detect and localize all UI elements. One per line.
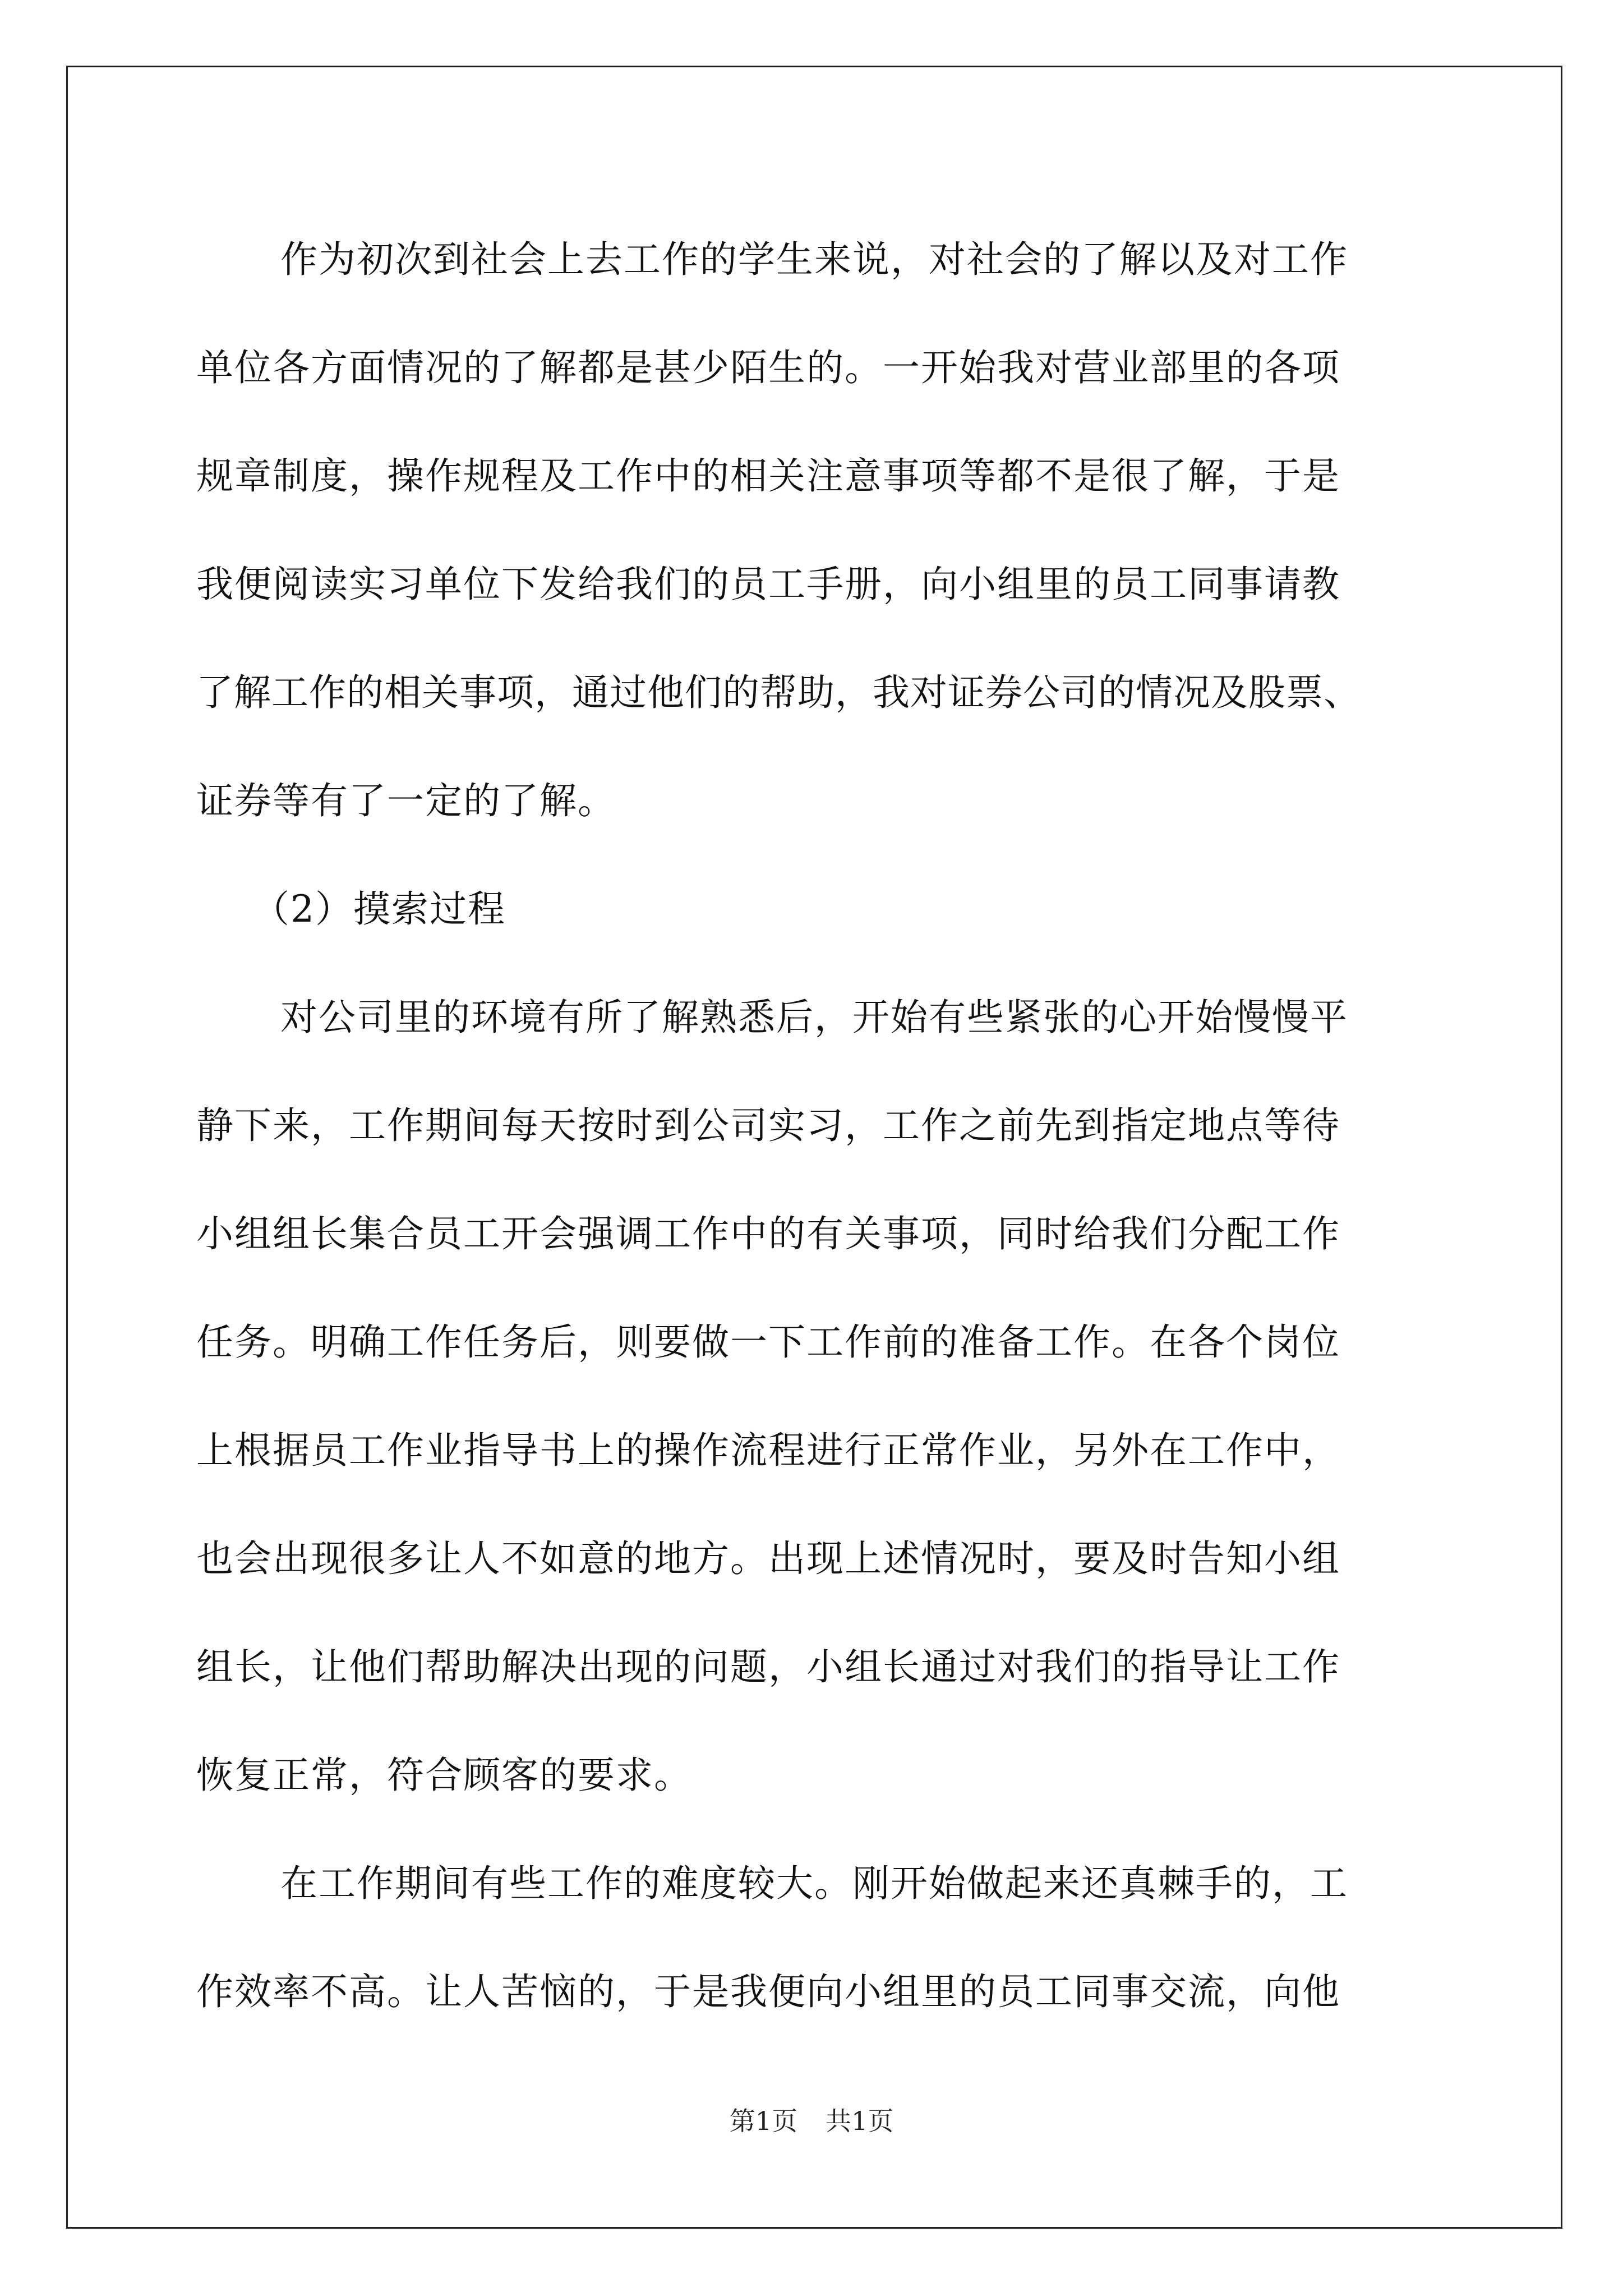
paragraph-line: 小组组长集合员工开会强调工作中的有关事项，同时给我们分配工作 (196, 1212, 1340, 1255)
paragraph-line: 了解工作的相关事项，通过他们的帮助，我对证券公司的情况及股票、 (196, 671, 1361, 714)
paragraph-line: 静下来，工作期间每天按时到公司实习，工作之前先到指定地点等待 (196, 1104, 1340, 1147)
section-heading: （2）摸索过程 (252, 887, 506, 931)
paragraph-line: 对公司里的环境有所了解熟悉后，开始有些紧张的心开始慢慢平 (280, 996, 1348, 1039)
page-total: 共1页 (826, 2106, 894, 2136)
paragraph-line: 单位各方面情况的了解都是甚少陌生的。一开始我对营业部里的各项 (196, 346, 1340, 389)
paragraph-line: 证券等有了一定的了解。 (196, 779, 616, 822)
paragraph-line: 作为初次到社会上去工作的学生来说，对社会的了解以及对工作 (280, 238, 1348, 281)
paragraph-line: 我便阅读实习单位下发给我们的员工手册，向小组里的员工同事请教 (196, 563, 1340, 606)
paragraph-line: 上根据员工作业指导书上的操作流程进行正常作业，另外在工作中， (196, 1429, 1340, 1472)
paragraph-line: 在工作期间有些工作的难度较大。刚开始做起来还真棘手的，工 (280, 1862, 1348, 1905)
page-number: 第1页 (729, 2106, 797, 2136)
paragraph-line: 任务。明确工作任务后，则要做一下工作前的准备工作。在各个岗位 (196, 1320, 1340, 1364)
paragraph-line: 恢复正常，符合顾客的要求。 (196, 1754, 692, 1797)
document-body (196, 202, 1458, 2042)
page-footer (0, 2101, 1623, 2138)
paragraph-line: 规章制度，操作规程及工作中的相关注意事项等都不是很了解，于是 (196, 454, 1340, 498)
paragraph-line: 也会出现很多让人不如意的地方。出现上述情况时，要及时告知小组 (196, 1537, 1340, 1580)
paragraph-line: 作效率不高。让人苦恼的，于是我便向小组里的员工同事交流，向他 (196, 1970, 1340, 2013)
paragraph-line: 组长，让他们帮助解决出现的问题，小组长通过对我们的指导让工作 (196, 1645, 1340, 1688)
